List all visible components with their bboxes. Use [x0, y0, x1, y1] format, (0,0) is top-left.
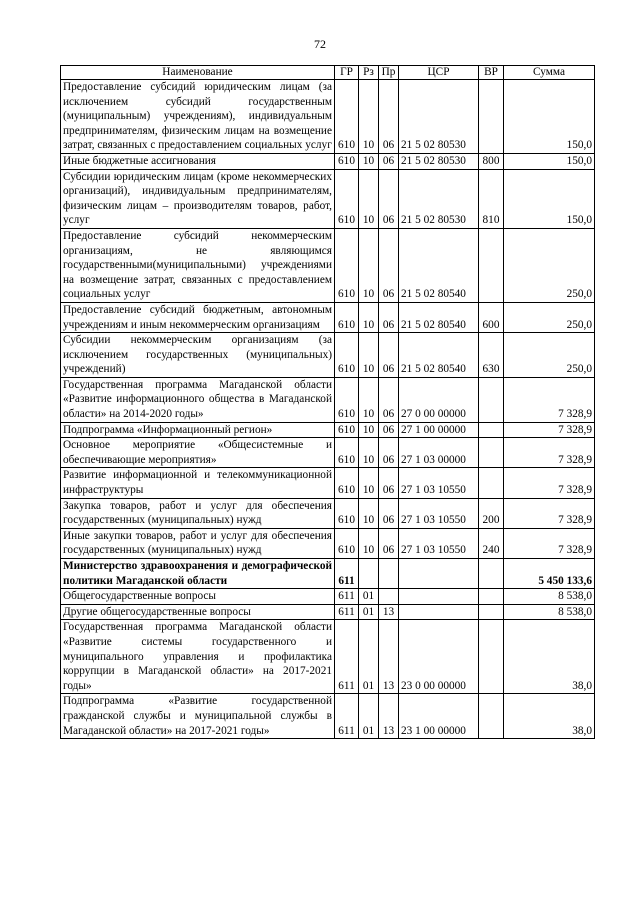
row-gr: 611: [335, 604, 359, 620]
row-vr: [479, 438, 504, 468]
row-rz: 10: [359, 80, 379, 154]
row-sum: 250,0: [504, 228, 595, 302]
row-pr: 13: [379, 620, 399, 694]
row-csr: 23 1 00 00000: [399, 694, 479, 739]
row-csr: [399, 604, 479, 620]
row-vr: [479, 377, 504, 422]
row-pr: 06: [379, 333, 399, 378]
table-row: [61, 153, 595, 169]
row-pr: 06: [379, 468, 399, 498]
row-rz: 10: [359, 169, 379, 228]
row-vr: 800: [479, 153, 504, 169]
table-row: [61, 468, 595, 498]
header-name: Наименование: [61, 66, 335, 80]
row-pr: 06: [379, 80, 399, 154]
row-rz: 10: [359, 333, 379, 378]
row-vr: [479, 589, 504, 605]
row-rz: 10: [359, 377, 379, 422]
row-gr: 611: [335, 559, 359, 589]
row-sum: 5 450 133,6: [504, 559, 595, 589]
row-gr: 610: [335, 438, 359, 468]
row-gr: 611: [335, 589, 359, 605]
row-vr: 240: [479, 528, 504, 558]
row-name: Министерство здравоохранения и демографической политики Магаданской области: [61, 559, 335, 589]
row-vr: 600: [479, 302, 504, 332]
row-name: Подпрограмма «Развитие государственной гражданской службы и муниципальной службы в Магаданской области» на 2017-2021 годы»: [61, 694, 335, 739]
table-row: [61, 589, 595, 605]
row-name: Предоставление субсидий бюджетным, автономным учреждениям и иным некоммерческим организациям: [61, 302, 335, 332]
row-pr: 13: [379, 604, 399, 620]
row-rz: 10: [359, 228, 379, 302]
header-vr: ВР: [479, 66, 504, 80]
table-header-row: [61, 66, 595, 80]
row-sum: 7 328,9: [504, 377, 595, 422]
row-vr: 200: [479, 498, 504, 528]
row-vr: 630: [479, 333, 504, 378]
row-csr: 21 5 02 80540: [399, 228, 479, 302]
row-csr: 27 1 03 10550: [399, 498, 479, 528]
row-sum: 250,0: [504, 333, 595, 378]
row-csr: 23 0 00 00000: [399, 620, 479, 694]
row-gr: 610: [335, 468, 359, 498]
table-row: [61, 302, 595, 332]
row-vr: [479, 468, 504, 498]
row-vr: [479, 80, 504, 154]
row-sum: 7 328,9: [504, 528, 595, 558]
row-sum: 8 538,0: [504, 589, 595, 605]
row-pr: 06: [379, 498, 399, 528]
row-name: Другие общегосударственные вопросы: [61, 604, 335, 620]
row-rz: 10: [359, 153, 379, 169]
row-sum: 8 538,0: [504, 604, 595, 620]
table-row: [61, 333, 595, 378]
header-csr: ЦСР: [399, 66, 479, 80]
table-row: [61, 694, 595, 739]
row-rz: 01: [359, 589, 379, 605]
table-row: [61, 169, 595, 228]
row-gr: 610: [335, 333, 359, 378]
row-vr: [479, 620, 504, 694]
row-name: Развитие информационной и телекоммуникационной инфраструктуры: [61, 468, 335, 498]
row-csr: 27 1 03 00000: [399, 438, 479, 468]
row-pr: [379, 559, 399, 589]
row-gr: 610: [335, 228, 359, 302]
row-vr: [479, 694, 504, 739]
row-sum: 7 328,9: [504, 498, 595, 528]
row-rz: 10: [359, 302, 379, 332]
row-name: Государственная программа Магаданской области «Развитие системы государственного и муниципального управления и профилактика коррупции в Магаданской области» на 2017-2021 годы»: [61, 620, 335, 694]
row-csr: 21 5 02 80530: [399, 80, 479, 154]
row-csr: 27 1 03 10550: [399, 528, 479, 558]
row-name: Иные бюджетные ассигнования: [61, 153, 335, 169]
row-pr: 06: [379, 438, 399, 468]
row-pr: 06: [379, 302, 399, 332]
row-gr: 611: [335, 620, 359, 694]
row-rz: 10: [359, 422, 379, 438]
table-row: [61, 422, 595, 438]
row-name: Подпрограмма «Информационный регион»: [61, 422, 335, 438]
row-pr: 06: [379, 153, 399, 169]
row-gr: 610: [335, 422, 359, 438]
table-row: [61, 528, 595, 558]
row-name: Общегосударственные вопросы: [61, 589, 335, 605]
row-csr: 27 1 03 10550: [399, 468, 479, 498]
row-csr: 27 0 00 00000: [399, 377, 479, 422]
table-row: [61, 620, 595, 694]
row-csr: 27 1 00 00000: [399, 422, 479, 438]
row-pr: 06: [379, 528, 399, 558]
row-vr: [479, 604, 504, 620]
row-sum: 150,0: [504, 80, 595, 154]
header-sum: Сумма: [504, 66, 595, 80]
row-pr: 06: [379, 169, 399, 228]
row-gr: 611: [335, 694, 359, 739]
row-gr: 610: [335, 80, 359, 154]
page-number: 72: [314, 37, 326, 51]
row-name: Государственная программа Магаданской области «Развитие информационного общества в Магаданской области» на 2014-2020 годы»: [61, 377, 335, 422]
header-pr: Пр: [379, 66, 399, 80]
row-name: Субсидии некоммерческим организациям (за исключением государственных (муниципальных) учреждений): [61, 333, 335, 378]
row-csr: [399, 589, 479, 605]
row-rz: 10: [359, 528, 379, 558]
row-gr: 610: [335, 153, 359, 169]
row-csr: [399, 559, 479, 589]
row-rz: 01: [359, 694, 379, 739]
row-csr: 21 5 02 80530: [399, 169, 479, 228]
row-name: Закупка товаров, работ и услуг для обеспечения государственных (муниципальных) нужд: [61, 498, 335, 528]
row-sum: 7 328,9: [504, 438, 595, 468]
row-vr: [479, 422, 504, 438]
row-csr: 21 5 02 80540: [399, 302, 479, 332]
row-csr: 21 5 02 80530: [399, 153, 479, 169]
row-rz: 10: [359, 468, 379, 498]
row-rz: 01: [359, 604, 379, 620]
row-name: Предоставление субсидий юридическим лицам (за исключением субсидий государственным (муниципальным) учреждениям), индивидуальным предпринимателям, физическим лицам на возмещение затрат, связанных с предоставлением социальных услуг: [61, 80, 335, 154]
row-gr: 610: [335, 302, 359, 332]
row-rz: 10: [359, 498, 379, 528]
row-sum: 150,0: [504, 169, 595, 228]
table-row: [61, 228, 595, 302]
row-vr: 810: [479, 169, 504, 228]
table-row: [61, 438, 595, 468]
row-pr: 06: [379, 228, 399, 302]
row-gr: 610: [335, 377, 359, 422]
row-sum: 38,0: [504, 694, 595, 739]
table-row-ministry: [61, 559, 595, 589]
row-sum: 7 328,9: [504, 422, 595, 438]
row-name: Субсидии юридическим лицам (кроме некоммерческих организаций), индивидуальным предпринимателям, физическим лицам – производителям товаров, работ, услуг: [61, 169, 335, 228]
row-rz: 10: [359, 438, 379, 468]
row-pr: 13: [379, 694, 399, 739]
table-row: [61, 604, 595, 620]
header-rz: Рз: [359, 66, 379, 80]
table-row: [61, 80, 595, 154]
row-gr: 610: [335, 528, 359, 558]
row-rz: 01: [359, 620, 379, 694]
row-pr: [379, 589, 399, 605]
table-row: [61, 377, 595, 422]
row-vr: [479, 559, 504, 589]
row-sum: 38,0: [504, 620, 595, 694]
budget-table: [60, 65, 595, 739]
row-name: Иные закупки товаров, работ и услуг для обеспечения государственных (муниципальных) нужд: [61, 528, 335, 558]
table-row: [61, 498, 595, 528]
row-gr: 610: [335, 169, 359, 228]
row-sum: 250,0: [504, 302, 595, 332]
row-sum: 150,0: [504, 153, 595, 169]
row-name: Предоставление субсидий некоммерческим организациям, не являющимся государственными(муниципальными) учреждениями на возмещение затрат, связанных с предоставлением социальных услуг: [61, 228, 335, 302]
row-name: Основное мероприятие «Общесистемные и обеспечивающие мероприятия»: [61, 438, 335, 468]
row-vr: [479, 228, 504, 302]
header-gr: ГР: [335, 66, 359, 80]
row-csr: 21 5 02 80540: [399, 333, 479, 378]
row-rz: [359, 559, 379, 589]
row-pr: 06: [379, 422, 399, 438]
row-pr: 06: [379, 377, 399, 422]
row-sum: 7 328,9: [504, 468, 595, 498]
row-gr: 610: [335, 498, 359, 528]
